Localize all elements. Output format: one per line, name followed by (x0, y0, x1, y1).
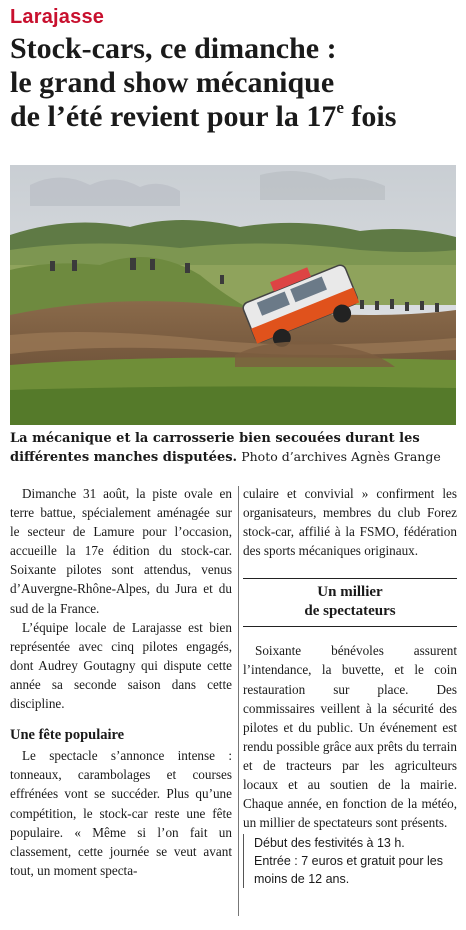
headline-line-1: Stock-cars, ce dimanche : (10, 32, 337, 65)
info-entry-price: Entrée : 7 euros et gratuit pour les moins de 12 ans. (254, 854, 443, 887)
column-separator (238, 486, 239, 916)
headline-superscript: e (336, 98, 344, 117)
caption-text: La mécanique et la carrosserie bien secouées durant les différentes manches disputées. (10, 431, 420, 465)
article-headline (10, 32, 462, 134)
paragraph-4: culaire et convivial » confirment les organisateurs, membres du club Forez stock-car, affilié à la FSMO, fédération des sports mécaniques originaux. (243, 486, 457, 559)
headline-line-3 (10, 100, 462, 134)
section-heading-line-1: Un millier (317, 584, 383, 601)
headline-line-2: le grand show mécanique (10, 66, 335, 99)
photo-credit: Photo d’archives Agnès Grange (241, 449, 441, 464)
section-kicker: Larajasse (10, 6, 105, 28)
info-start-time: Début des festivités à 13 h. (254, 836, 405, 851)
paragraph-1: Dimanche 31 août, la piste ovale en terre battue, spécialement aménagée sur le secteur de Lamure pour l’occasion, accueille la 17e édition du stock-car. Soixante pilotes sont attendus, venus d’Auvergne-Rhône-Alpes, du Jura et du sud de la France. (10, 486, 232, 616)
stock-car-photo (10, 165, 456, 425)
headline-line-3-start: de l’été revient pour la 17 (10, 100, 337, 133)
article-column-1 (10, 484, 232, 880)
headline-line-3-end: fois (343, 100, 397, 133)
section-heading-line-2: de spectateurs (304, 603, 396, 620)
paragraph-3: Le spectacle s’annonce intense : tonneaux, carambolages et courses effrénées vont se succéder. Plus qu’une compétition, le stock-car reste une fête populaire. « Même si l’on fait un classement, cette journée se veut avant tout, un moment specta- (10, 748, 232, 878)
article-column-2 (243, 484, 457, 888)
photo-caption (10, 430, 460, 467)
subheading-fete-populaire: Une fête populaire (10, 727, 125, 744)
practical-info (243, 834, 457, 888)
section-heading-box (243, 578, 457, 627)
paragraph-5: Soixante bénévoles assurent l’intendance, la buvette, et le coin restauration sur place. Des commissaires veillent à la sécurité des pilotes et du public. Un événement est rendu possible grâce aux prêts du terrain et de tracteurs par les agriculteurs locaux et au soutien de la mairie. Chaque année, en fonction de la météo, un millier de spectateurs sont présents. (243, 643, 457, 831)
paragraph-2: L’équipe locale de Larajasse est bien représentée avec cinq pilotes engagés, dont Audrey Goutagny qui dispute cette année sa seconde saison dans cette discipline. (10, 619, 232, 712)
